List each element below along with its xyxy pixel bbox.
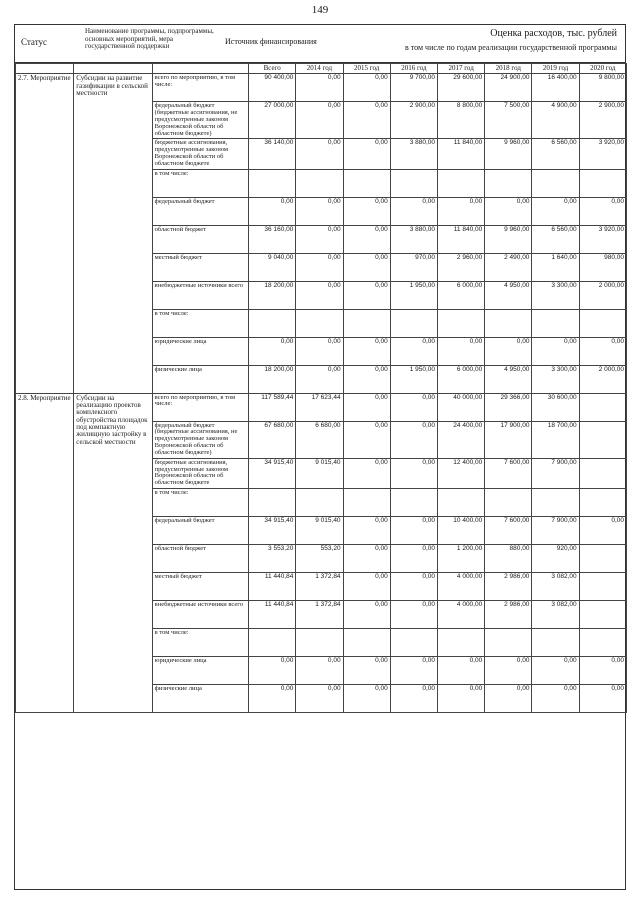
year-amount-cell <box>579 628 626 656</box>
year-amount-cell: 0,00 <box>343 281 390 309</box>
year-amount-cell <box>579 572 626 600</box>
total-amount-cell <box>249 169 296 197</box>
year-amount-cell: 17 900,00 <box>485 421 532 458</box>
year-amount-cell: 980,00 <box>579 253 626 281</box>
year-amount-cell: 12 400,00 <box>438 458 485 488</box>
funding-source-cell: юридические лица <box>152 337 248 365</box>
year-amount-cell: 0,00 <box>485 337 532 365</box>
total-amount-cell: 117 589,44 <box>249 393 296 421</box>
year-amount-cell: 0,00 <box>390 600 437 628</box>
year-amount-cell: 0,00 <box>390 197 437 225</box>
total-amount-cell: 67 680,00 <box>249 421 296 458</box>
year-amount-cell: 1 640,00 <box>532 253 579 281</box>
year-amount-cell: 0,00 <box>438 656 485 684</box>
year-amount-cell: 3 300,00 <box>532 281 579 309</box>
funding-source-cell: федеральный бюджет <box>152 197 248 225</box>
total-amount-cell: 0,00 <box>249 197 296 225</box>
table-subtitle: в том числе по годам реализации государственной программы <box>404 43 617 52</box>
total-amount-cell <box>249 628 296 656</box>
year-column-header: 2019 год <box>532 64 579 74</box>
year-amount-cell: 0,00 <box>390 656 437 684</box>
year-amount-cell: 0,00 <box>438 197 485 225</box>
year-amount-cell: 0,00 <box>485 684 532 712</box>
year-amount-cell: 0,00 <box>390 337 437 365</box>
year-amount-cell: 6 560,00 <box>532 225 579 253</box>
year-amount-cell <box>390 169 437 197</box>
year-amount-cell: 0,00 <box>390 516 437 544</box>
year-amount-cell: 3 920,00 <box>579 225 626 253</box>
year-amount-cell: 0,00 <box>296 684 343 712</box>
year-column-header: 2020 год <box>579 64 626 74</box>
year-amount-cell: 29 366,00 <box>485 393 532 421</box>
year-amount-cell <box>343 169 390 197</box>
year-amount-cell: 0,00 <box>390 544 437 572</box>
total-amount-cell: 18 200,00 <box>249 281 296 309</box>
year-amount-cell: 0,00 <box>532 656 579 684</box>
status-column-header: Статус <box>21 37 47 47</box>
total-amount-cell: 34 915,40 <box>249 458 296 488</box>
total-amount-cell: 0,00 <box>249 337 296 365</box>
funding-source-cell: областной бюджет <box>152 225 248 253</box>
year-amount-cell <box>296 309 343 337</box>
year-amount-cell: 10 400,00 <box>438 516 485 544</box>
year-amount-cell: 920,00 <box>532 544 579 572</box>
year-column-header: 2015 год <box>343 64 390 74</box>
total-amount-cell: 36 160,00 <box>249 225 296 253</box>
year-amount-cell: 0,00 <box>343 197 390 225</box>
year-amount-cell: 6 680,00 <box>296 421 343 458</box>
year-amount-cell: 0,00 <box>532 337 579 365</box>
year-amount-cell: 4 950,00 <box>485 281 532 309</box>
year-amount-cell: 0,00 <box>343 337 390 365</box>
year-amount-cell <box>532 169 579 197</box>
year-amount-cell: 6 000,00 <box>438 365 485 393</box>
year-amount-cell <box>438 628 485 656</box>
funding-source-cell: внебюджетные источники всего <box>152 281 248 309</box>
year-amount-cell: 0,00 <box>390 572 437 600</box>
total-amount-cell <box>249 488 296 516</box>
year-amount-cell: 553,20 <box>296 544 343 572</box>
year-amount-cell: 3 880,00 <box>390 139 437 169</box>
year-amount-cell <box>579 458 626 488</box>
year-amount-cell: 30 600,00 <box>532 393 579 421</box>
year-amount-cell: 1 200,00 <box>438 544 485 572</box>
total-amount-cell <box>249 309 296 337</box>
year-amount-cell: 2 960,00 <box>438 253 485 281</box>
year-amount-cell: 1 372,84 <box>296 572 343 600</box>
total-amount-cell: 9 040,00 <box>249 253 296 281</box>
year-amount-cell: 4 950,00 <box>485 365 532 393</box>
year-column-header: 2014 год <box>296 64 343 74</box>
year-amount-cell: 0,00 <box>343 458 390 488</box>
year-amount-cell: 0,00 <box>390 684 437 712</box>
total-amount-cell: 0,00 <box>249 684 296 712</box>
status-cell: 2.7. Мероприятие <box>16 74 74 393</box>
year-amount-cell: 0,00 <box>296 225 343 253</box>
measure-name-cell: Субсидии на развитие газификации в сельской местности <box>74 74 152 393</box>
year-amount-cell <box>532 628 579 656</box>
table-title: Оценка расходов, тыс. рублей <box>490 28 617 39</box>
year-amount-cell: 16 400,00 <box>532 74 579 102</box>
year-amount-cell <box>485 309 532 337</box>
year-amount-cell: 0,00 <box>343 102 390 139</box>
year-amount-cell <box>390 628 437 656</box>
year-amount-cell: 0,00 <box>343 684 390 712</box>
funding-source-cell: областной бюджет <box>152 544 248 572</box>
year-amount-cell <box>532 309 579 337</box>
year-amount-cell <box>343 309 390 337</box>
year-amount-cell <box>579 309 626 337</box>
page-number: 149 <box>311 4 329 16</box>
year-amount-cell <box>579 488 626 516</box>
year-amount-cell <box>579 393 626 421</box>
year-amount-cell: 0,00 <box>343 365 390 393</box>
year-amount-cell: 2 900,00 <box>579 102 626 139</box>
year-amount-cell: 0,00 <box>296 281 343 309</box>
year-amount-cell: 8 800,00 <box>438 102 485 139</box>
year-amount-cell: 24 900,00 <box>485 74 532 102</box>
table-title-band <box>15 25 625 63</box>
funding-source-cell: физические лица <box>152 684 248 712</box>
year-amount-cell: 3 300,00 <box>532 365 579 393</box>
year-amount-cell: 2 490,00 <box>485 253 532 281</box>
year-amount-cell: 0,00 <box>343 572 390 600</box>
total-amount-cell: 90 400,00 <box>249 74 296 102</box>
funding-source-cell: юридические лица <box>152 656 248 684</box>
budget-table <box>15 63 627 713</box>
year-amount-cell: 0,00 <box>296 74 343 102</box>
funding-source-cell: внебюджетные источники всего <box>152 600 248 628</box>
year-amount-cell <box>390 309 437 337</box>
year-amount-cell: 6 560,00 <box>532 139 579 169</box>
year-amount-cell <box>579 169 626 197</box>
year-amount-cell <box>579 421 626 458</box>
year-header-row <box>16 64 627 74</box>
funding-source-cell: в том числе: <box>152 628 248 656</box>
year-amount-cell: 0,00 <box>343 656 390 684</box>
name-column-header: Наименование программы, подпрограммы, основных мероприятий, мера государственной поддержки <box>85 27 214 51</box>
year-amount-cell: 29 600,00 <box>438 74 485 102</box>
year-amount-cell <box>579 544 626 572</box>
funding-source-cell: федеральный бюджет (бюджетные ассигнования, не предусмотренные законом Воронежской области об областном бюджете) <box>152 421 248 458</box>
source-column-header: Источник финансирования <box>225 37 317 46</box>
year-amount-cell: 0,00 <box>579 197 626 225</box>
year-amount-cell: 4 000,00 <box>438 572 485 600</box>
year-amount-cell: 2 986,00 <box>485 572 532 600</box>
year-amount-cell: 0,00 <box>296 253 343 281</box>
year-amount-cell: 11 840,00 <box>438 225 485 253</box>
year-amount-cell: 7 900,00 <box>532 458 579 488</box>
year-amount-cell: 40 000,00 <box>438 393 485 421</box>
year-amount-cell: 0,00 <box>343 421 390 458</box>
year-amount-cell: 1 950,00 <box>390 281 437 309</box>
total-column-header: Всего <box>249 64 296 74</box>
year-amount-cell: 2 000,00 <box>579 365 626 393</box>
total-amount-cell: 3 553,20 <box>249 544 296 572</box>
year-amount-cell: 7 500,00 <box>485 102 532 139</box>
year-amount-cell <box>485 488 532 516</box>
year-amount-cell <box>532 488 579 516</box>
empty-header-cell <box>74 64 152 74</box>
total-amount-cell: 11 440,84 <box>249 600 296 628</box>
year-amount-cell: 880,00 <box>485 544 532 572</box>
empty-header-cell <box>152 64 248 74</box>
year-amount-cell: 7 600,00 <box>485 458 532 488</box>
year-amount-cell: 0,00 <box>532 684 579 712</box>
year-amount-cell: 9 700,00 <box>390 74 437 102</box>
year-amount-cell: 24 400,00 <box>438 421 485 458</box>
year-column-header: 2016 год <box>390 64 437 74</box>
total-amount-cell: 0,00 <box>249 656 296 684</box>
funding-source-cell: федеральный бюджет (бюджетные ассигнования, не предусмотренные законом Воронежской области об областном бюджете) <box>152 102 248 139</box>
funding-source-cell: федеральный бюджет <box>152 516 248 544</box>
table-body <box>16 74 627 713</box>
year-amount-cell: 0,00 <box>579 656 626 684</box>
year-amount-cell: 0,00 <box>343 544 390 572</box>
year-amount-cell: 0,00 <box>296 139 343 169</box>
total-amount-cell: 36 140,00 <box>249 139 296 169</box>
year-amount-cell <box>438 488 485 516</box>
status-cell: 2.8. Мероприятие <box>16 393 74 712</box>
year-amount-cell: 0,00 <box>343 600 390 628</box>
year-amount-cell: 7 900,00 <box>532 516 579 544</box>
year-amount-cell: 0,00 <box>296 102 343 139</box>
year-amount-cell: 1 950,00 <box>390 365 437 393</box>
year-amount-cell: 11 840,00 <box>438 139 485 169</box>
year-amount-cell: 0,00 <box>485 656 532 684</box>
year-amount-cell: 0,00 <box>390 458 437 488</box>
year-amount-cell: 0,00 <box>438 684 485 712</box>
year-amount-cell <box>485 628 532 656</box>
year-amount-cell: 970,00 <box>390 253 437 281</box>
year-amount-cell: 2 900,00 <box>390 102 437 139</box>
year-amount-cell <box>296 628 343 656</box>
year-amount-cell: 0,00 <box>296 365 343 393</box>
budget-sheet <box>14 24 626 890</box>
funding-source-cell: местный бюджет <box>152 253 248 281</box>
funding-source-cell: всего по мероприятию, в том числе: <box>152 393 248 421</box>
funding-source-cell: бюджетные ассигнования, предусмотренные законом Воронежской области об областном бюджете <box>152 139 248 169</box>
year-amount-cell: 3 880,00 <box>390 225 437 253</box>
year-amount-cell: 0,00 <box>343 253 390 281</box>
year-amount-cell: 9 015,40 <box>296 458 343 488</box>
funding-source-cell: в том числе: <box>152 309 248 337</box>
year-amount-cell: 9 960,00 <box>485 139 532 169</box>
year-amount-cell: 3 082,00 <box>532 572 579 600</box>
year-amount-cell: 0,00 <box>579 516 626 544</box>
year-amount-cell: 17 623,44 <box>296 393 343 421</box>
year-column-header: 2017 год <box>438 64 485 74</box>
year-amount-cell: 0,00 <box>296 337 343 365</box>
funding-source-cell: физические лица <box>152 365 248 393</box>
year-amount-cell: 3 082,00 <box>532 600 579 628</box>
year-amount-cell: 9 960,00 <box>485 225 532 253</box>
year-amount-cell <box>296 169 343 197</box>
year-amount-cell: 0,00 <box>343 139 390 169</box>
year-amount-cell: 3 920,00 <box>579 139 626 169</box>
total-amount-cell: 11 440,84 <box>249 572 296 600</box>
year-amount-cell: 0,00 <box>485 197 532 225</box>
year-amount-cell: 2 000,00 <box>579 281 626 309</box>
year-amount-cell: 6 000,00 <box>438 281 485 309</box>
year-amount-cell <box>343 488 390 516</box>
measure-name-cell: Субсидии на реализацию проектов комплексного обустройства площадок под компактную жилищную застройку в сельской местности <box>74 393 152 712</box>
year-amount-cell <box>438 169 485 197</box>
year-amount-cell: 2 986,00 <box>485 600 532 628</box>
year-column-header: 2018 год <box>485 64 532 74</box>
year-amount-cell <box>343 628 390 656</box>
funding-source-cell: всего по мероприятию, в том числе: <box>152 74 248 102</box>
year-amount-cell <box>296 488 343 516</box>
funding-source-cell: местный бюджет <box>152 572 248 600</box>
funding-source-cell: в том числе: <box>152 169 248 197</box>
empty-header-cell <box>16 64 74 74</box>
table-row <box>16 393 627 421</box>
year-amount-cell: 7 600,00 <box>485 516 532 544</box>
funding-source-cell: бюджетные ассигнования, предусмотренные законом Воронежской области об областном бюджете <box>152 458 248 488</box>
funding-source-cell: в том числе: <box>152 488 248 516</box>
total-amount-cell: 34 915,40 <box>249 516 296 544</box>
year-amount-cell: 18 700,00 <box>532 421 579 458</box>
year-amount-cell: 0,00 <box>296 656 343 684</box>
year-amount-cell: 9 800,00 <box>579 74 626 102</box>
year-amount-cell: 0,00 <box>343 74 390 102</box>
year-amount-cell: 0,00 <box>579 684 626 712</box>
total-amount-cell: 18 200,00 <box>249 365 296 393</box>
year-amount-cell: 0,00 <box>343 516 390 544</box>
year-amount-cell: 0,00 <box>390 393 437 421</box>
table-row <box>16 74 627 102</box>
year-amount-cell <box>390 488 437 516</box>
year-amount-cell: 0,00 <box>390 421 437 458</box>
year-amount-cell <box>438 309 485 337</box>
year-amount-cell: 4 000,00 <box>438 600 485 628</box>
year-amount-cell: 0,00 <box>579 337 626 365</box>
year-amount-cell: 0,00 <box>343 393 390 421</box>
year-amount-cell <box>485 169 532 197</box>
year-amount-cell <box>579 600 626 628</box>
year-amount-cell: 1 372,84 <box>296 600 343 628</box>
year-amount-cell: 0,00 <box>296 197 343 225</box>
year-amount-cell: 4 900,00 <box>532 102 579 139</box>
total-amount-cell: 27 000,00 <box>249 102 296 139</box>
year-amount-cell: 9 015,40 <box>296 516 343 544</box>
year-amount-cell: 0,00 <box>532 197 579 225</box>
year-amount-cell: 0,00 <box>343 225 390 253</box>
year-amount-cell: 0,00 <box>438 337 485 365</box>
